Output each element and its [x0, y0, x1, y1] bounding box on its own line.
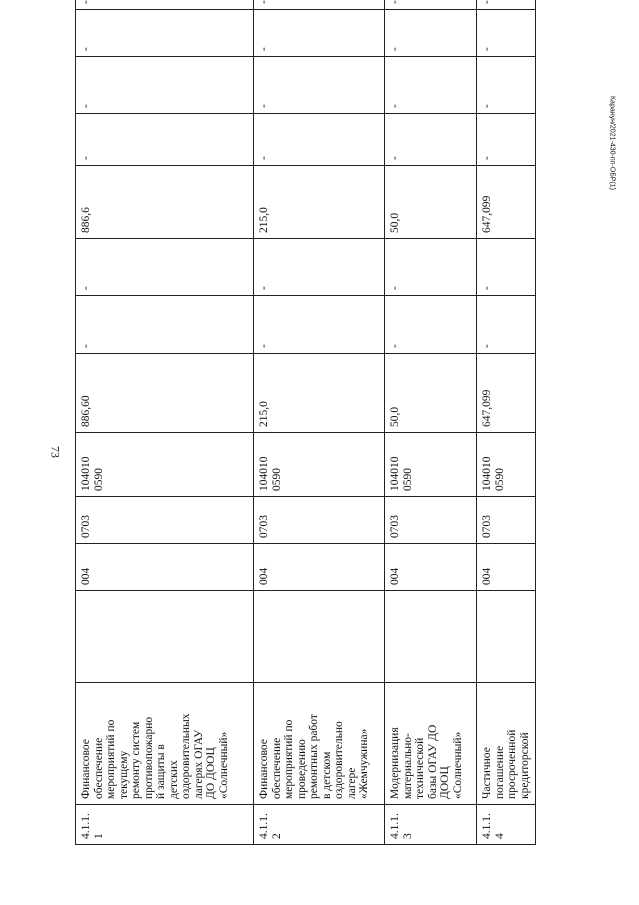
- col-4: -: [477, 57, 536, 114]
- table-row: [254, 0, 385, 845]
- col-5: -: [477, 10, 536, 57]
- target-article: 104010 0590: [385, 433, 477, 497]
- col-1: -: [477, 296, 536, 354]
- col-3: -: [254, 114, 385, 166]
- col-5: -: [254, 10, 385, 57]
- col-2: -: [385, 239, 477, 296]
- empty-cell: [385, 591, 477, 683]
- table-row: [385, 0, 477, 845]
- col-1: -: [254, 296, 385, 354]
- table-row: [76, 0, 254, 845]
- row-name: Модернизация материально- технической базы ОГАУ ДО ДООЦ «Солнечный»: [385, 683, 477, 805]
- year-amount: 50,0: [385, 166, 477, 239]
- col-2: -: [477, 239, 536, 296]
- row-name: Финансовое обеспечение мероприятий по текущему ремонту систем противопожарно й защиты в детских оздоровительных лагерях ОГАУ ДО ДООЦ «Солнечный»: [76, 683, 254, 805]
- table-row: [477, 0, 536, 845]
- row-name: Финансовое обеспечение мероприятий по проведению ремонтных работ в детском оздоровительно лагере «Жемчужина»: [254, 683, 385, 805]
- section-code: 0703: [254, 497, 385, 544]
- col-2: -: [76, 239, 254, 296]
- col-1: -: [385, 296, 477, 354]
- target-article: 104010 0590: [76, 433, 254, 497]
- col-3: -: [477, 114, 536, 166]
- col-3: -: [385, 114, 477, 166]
- section-code: 0703: [76, 497, 254, 544]
- grbs-code: 004: [477, 544, 536, 591]
- budget-table: [75, 0, 536, 845]
- col-6: -: [385, 0, 477, 10]
- row-number: 4.1.1. 2: [254, 805, 385, 845]
- total-amount: 50,0: [385, 354, 477, 433]
- col-4: -: [385, 57, 477, 114]
- row-number: 4.1.1. 1: [76, 805, 254, 845]
- col-6: -: [477, 0, 536, 10]
- row-name: Частичное погашение просроченной кредиторской: [477, 683, 536, 805]
- rotated-page: [75, 0, 535, 845]
- year-amount: 647,099: [477, 166, 536, 239]
- row-number: 4.1.1. 4: [477, 805, 536, 845]
- col-2: -: [254, 239, 385, 296]
- total-amount: 886,60: [76, 354, 254, 433]
- year-amount: 886,6: [76, 166, 254, 239]
- col-1: -: [76, 296, 254, 354]
- grbs-code: 004: [76, 544, 254, 591]
- col-5: -: [76, 10, 254, 57]
- col-6: -: [254, 0, 385, 10]
- col-5: -: [385, 10, 477, 57]
- total-amount: 647,099: [477, 354, 536, 433]
- empty-cell: [76, 591, 254, 683]
- col-3: -: [76, 114, 254, 166]
- col-6: -: [76, 0, 254, 10]
- year-amount: 215,0: [254, 166, 385, 239]
- document-code: Каранун/2021-430-пп-ОБР(1): [608, 95, 616, 191]
- grbs-code: 004: [254, 544, 385, 591]
- target-article: 104010 0590: [254, 433, 385, 497]
- col-4: -: [76, 57, 254, 114]
- page-number: 73: [48, 446, 63, 458]
- target-article: 104010 0590: [477, 433, 536, 497]
- empty-cell: [254, 591, 385, 683]
- row-number: 4.1.1. 3: [385, 805, 477, 845]
- section-code: 0703: [477, 497, 536, 544]
- col-4: -: [254, 57, 385, 114]
- grbs-code: 004: [385, 544, 477, 591]
- empty-cell: [477, 591, 536, 683]
- total-amount: 215,0: [254, 354, 385, 433]
- section-code: 0703: [385, 497, 477, 544]
